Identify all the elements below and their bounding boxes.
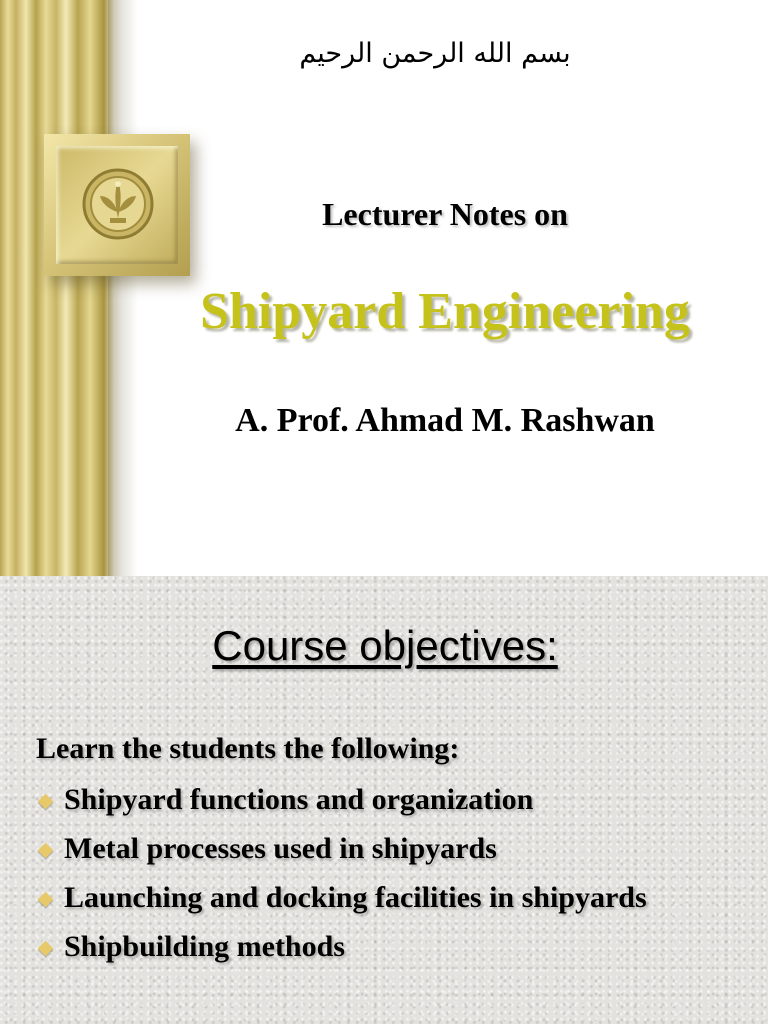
list-item	[36, 927, 756, 967]
objectives-intro: Learn the students the following:	[36, 732, 460, 765]
list-item-text: Shipyard functions and organization	[64, 783, 534, 816]
list-item-text: Shipbuilding methods	[64, 930, 345, 963]
list-item	[36, 829, 756, 869]
plaque-inner	[56, 146, 178, 264]
decorative-column	[0, 0, 122, 576]
list-item	[36, 878, 756, 918]
list-item-text: Metal processes used in shipyards	[64, 832, 497, 865]
diamond-bullet-icon	[38, 794, 54, 810]
objectives-list	[36, 780, 756, 976]
column-shadow	[108, 0, 138, 576]
bismillah-text: بسم الله الرحمن الرحيم	[299, 38, 571, 69]
slide-title: Shipyard Engineering	[200, 283, 690, 340]
list-item-text: Launching and docking facilities in shipyards	[64, 881, 647, 914]
list-item	[36, 780, 756, 820]
diamond-bullet-icon	[38, 843, 54, 859]
diamond-bullet-icon	[38, 892, 54, 908]
fleur-emblem-icon	[80, 166, 156, 242]
objectives-heading: Course objectives:	[212, 622, 558, 669]
objectives-slide	[0, 576, 768, 1024]
subtitle: Lecturer Notes on	[322, 196, 568, 232]
emblem-plaque	[44, 134, 190, 276]
diamond-bullet-icon	[38, 941, 54, 957]
author-name: A. Prof. Ahmad M. Rashwan	[235, 402, 655, 439]
